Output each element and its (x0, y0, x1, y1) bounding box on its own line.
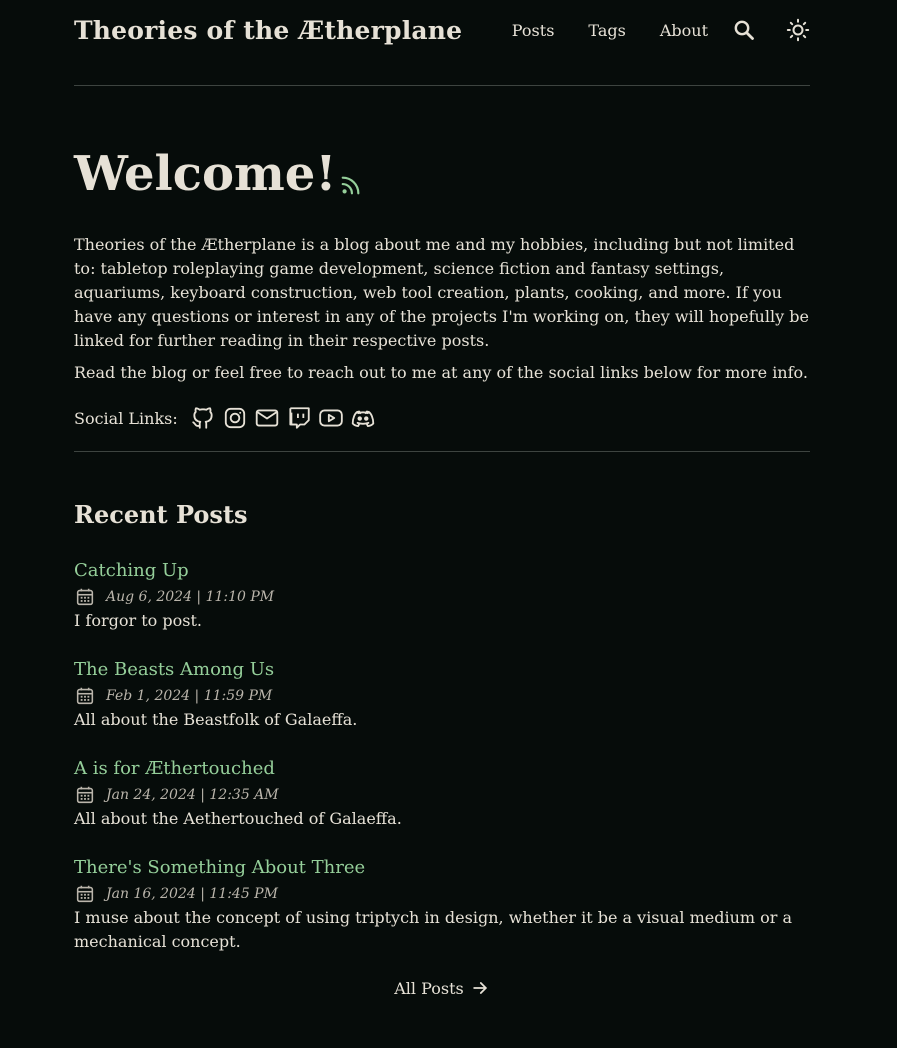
all-posts-row (74, 978, 810, 998)
post-item (74, 756, 810, 831)
post-item (74, 855, 810, 954)
page-container (74, 0, 810, 998)
youtube-icon[interactable] (318, 405, 344, 431)
post-description: All about the Beastfolk of Galaeffa. (74, 710, 358, 729)
nav-posts-link[interactable]: Posts (511, 20, 555, 40)
post-title-link[interactable]: There's Something About Three (74, 857, 366, 878)
post-description: I forgor to post. (74, 611, 202, 630)
post-meta (74, 883, 810, 905)
intro-text (74, 233, 810, 385)
post-date: Jan 16, 2024 | 11:45 PM (106, 886, 278, 902)
post-meta (74, 784, 810, 806)
hero-heading-row (74, 148, 810, 200)
post-date: Feb 1, 2024 | 11:59 PM (106, 688, 273, 704)
calendar-icon (74, 784, 96, 806)
post-item (74, 657, 810, 732)
search-icon[interactable] (732, 18, 756, 42)
intro-paragraph: Theories of the Ætherplane is a blog about me and my hobbies, including but not limited to: tabletop roleplaying game development, science fiction and fantasy settings, aquariums, keyboard construction, web tool creation, plants, cooking, and more. If you have any questions or interest in any of the projects I'm working on, they will hopefully be linked for further reading in their respective posts. (74, 235, 809, 350)
hero-section (74, 86, 810, 452)
post-description: All about the Aethertouched of Galaeffa. (74, 809, 402, 828)
main-nav (512, 18, 810, 42)
mail-icon[interactable] (254, 405, 280, 431)
sun-icon[interactable] (786, 18, 810, 42)
post-meta (74, 586, 810, 608)
calendar-icon (74, 586, 96, 608)
post-meta (74, 685, 810, 707)
site-title-link[interactable]: Theories of the Ætherplane (74, 16, 463, 45)
post-title-link[interactable]: A is for Æthertouched (74, 758, 275, 779)
nav-about-link[interactable]: About (659, 20, 708, 40)
nav-tags-link[interactable]: Tags (588, 20, 626, 40)
arrow-right-icon (470, 978, 490, 998)
all-posts-label: All Posts (394, 978, 464, 998)
rss-icon[interactable] (340, 174, 362, 196)
post-title-link[interactable]: The Beasts Among Us (74, 659, 275, 680)
calendar-icon (74, 685, 96, 707)
hero-heading: Welcome! (74, 146, 337, 202)
post-date: Jan 24, 2024 | 12:35 AM (106, 787, 279, 803)
post-description: I muse about the concept of using triptych in design, whether it be a visual medium or a mechanical concept. (74, 908, 793, 951)
post-title-link[interactable]: Catching Up (74, 560, 189, 581)
discord-icon[interactable] (350, 405, 376, 431)
social-links (74, 405, 810, 431)
recent-posts-section (74, 452, 810, 998)
github-icon[interactable] (190, 405, 216, 431)
recent-posts-heading: Recent Posts (74, 500, 248, 529)
post-date: Aug 6, 2024 | 11:10 PM (106, 589, 275, 605)
calendar-icon (74, 883, 96, 905)
all-posts-link[interactable] (394, 978, 489, 998)
post-item (74, 558, 810, 633)
intro-paragraph: Read the blog or feel free to reach out to me at any of the social links below for more info. (74, 363, 808, 382)
twitch-icon[interactable] (286, 405, 312, 431)
social-links-label: Social Links: (74, 408, 178, 428)
site-header (74, 0, 810, 86)
instagram-icon[interactable] (222, 405, 248, 431)
